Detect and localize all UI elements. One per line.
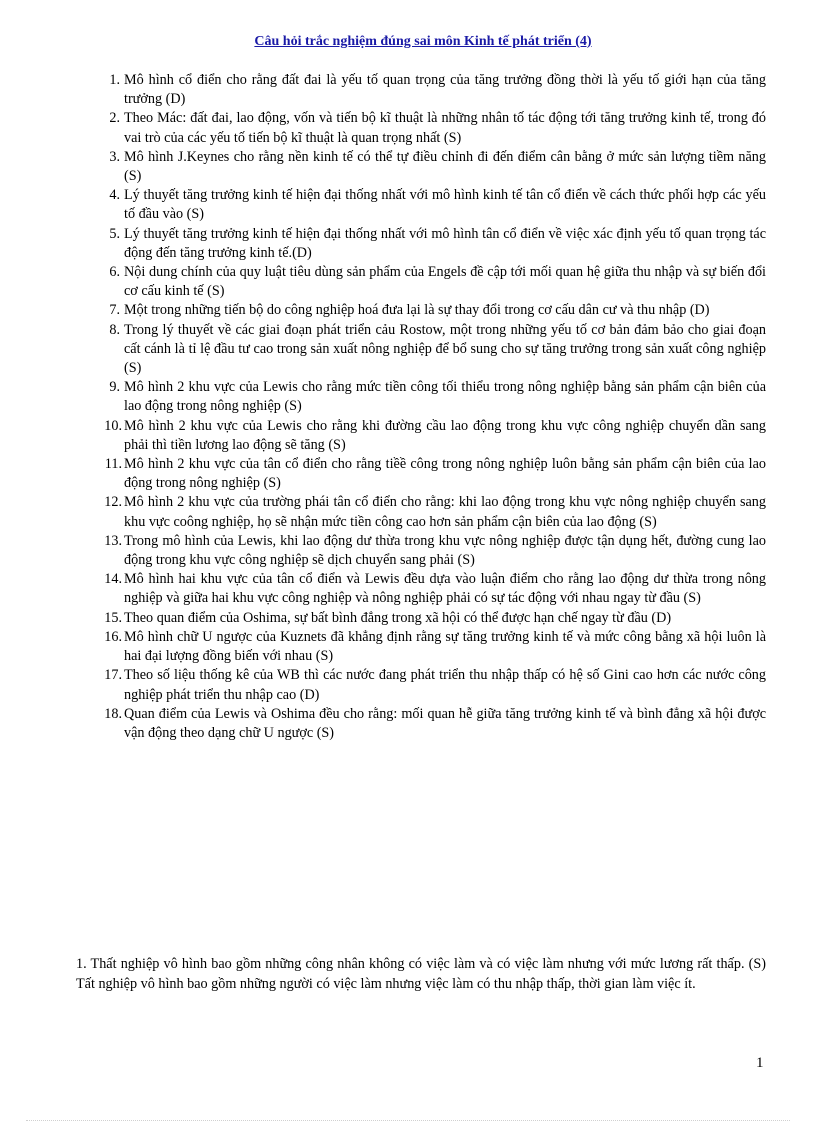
list-item bbox=[109, 321, 766, 379]
item-number: 6. bbox=[109, 264, 120, 281]
item-number: 7. bbox=[109, 302, 120, 319]
page-number: 1 bbox=[756, 1055, 764, 1071]
document-title: Câu hỏi trắc nghiệm đúng sai môn Kinh tế phát triển (4) bbox=[254, 34, 592, 49]
item-number: 2. bbox=[109, 110, 120, 127]
item-number: 17. bbox=[104, 667, 122, 684]
item-text: Nội dung chính của quy luật tiêu dùng sản phẩm của Engels đề cập tới mối quan hệ giữa thu nhập và sự biến đổi cơ cấu kinh tế (S) bbox=[124, 264, 766, 300]
item-number: 10. bbox=[104, 417, 122, 434]
item-text: Mô hình hai khu vực của tân cổ điển và Lewis đều dựa vào luận điểm cho rằng lao động dư thừa trong nông nghiệp và giữa hai khu vực công nghiệp và nông nghiệp phải có sự tác động với nhau ngay từ đầu (S) bbox=[124, 571, 766, 607]
item-text: Lý thuyết tăng trưởng kinh tế hiện đại thống nhất với mô hình kinh tế tân cổ điển về cách thức phối hợp các yếu tố đầu vào (S) bbox=[124, 187, 766, 223]
item-text: Mô hình 2 khu vực của Lewis cho rằng mức tiền công tối thiểu trong nông nghiệp bằng sản phẩm cận biên của lao động trong nông nghiệp (S) bbox=[124, 379, 766, 415]
footnote-paragraph: 1. Thất nghiệp vô hình bao gồm những công nhân không có việc làm và có việc làm nhưng với mức lương rất thấp. (S) Tất nghiệp vô hình bao gồm những người có việc làm nhưng việc làm có thu nhập thấp, thời gian làm việc ít. bbox=[76, 956, 766, 992]
item-text: Mô hình chữ U ngược của Kuznets đã khẳng định rằng sự tăng trưởng kinh tế và mức công bằng xã hội luôn là hai đại lượng đồng biến với nhau (S) bbox=[124, 628, 766, 665]
item-number: 12. bbox=[104, 494, 122, 511]
item-text: Một trong những tiến bộ do công nghiệp hoá đưa lại là sự thay đổi trong cơ cấu dân cư và thu nhập (D) bbox=[124, 302, 710, 319]
item-number: 14. bbox=[104, 571, 122, 588]
list-item bbox=[104, 493, 766, 531]
item-number: 5. bbox=[109, 225, 120, 242]
list-item bbox=[104, 455, 766, 493]
list-item bbox=[109, 263, 766, 301]
list-item bbox=[104, 666, 766, 704]
item-text: Lý thuyết tăng trưởng kinh tế hiện đại thống nhất với mô hình tân cổ điển về việc xác định yếu tố quan trọng tác động đến tăng trưởng kinh tế.(D) bbox=[124, 225, 766, 261]
question-list bbox=[104, 71, 766, 743]
list-item bbox=[104, 705, 766, 743]
list-item bbox=[104, 417, 766, 455]
item-number: 18. bbox=[104, 705, 122, 722]
item-text: Mô hình 2 khu vực của tân cổ điển cho rằng tiềề công trong nông nghiệp luôn bằng sản phẩm cận biên của lao động trong nông nghiệp (S) bbox=[124, 456, 766, 492]
item-text: Mô hình 2 khu vực của Lewis cho rằng khi đường cầu lao động trong khu vực công nghiệp chuyển dần sang phải thì tiền lương lao động sẽ tăng (S) bbox=[124, 417, 766, 453]
item-text: Trong mô hình của Lewis, khi lao động dư thừa trong khu vực nông nghiệp được tận dụng hết, đường cung lao động trong khu vực công nghiệp sẽ dịch chuyển sang phải (S) bbox=[124, 532, 766, 569]
item-number: 15. bbox=[104, 609, 122, 626]
item-number: 1. bbox=[109, 72, 120, 88]
item-text: Mô hình 2 khu vực của trường phái tân cổ điển cho rằng: khi lao động trong khu vực nông nghiệp chuyển sang khu vực coông nghiệp, họ sẽ nhận mức tiền công cao hơn sản phẩm cận biên của lao động (S) bbox=[124, 494, 766, 530]
page-edge-divider bbox=[26, 1120, 790, 1121]
list-item bbox=[109, 148, 766, 186]
item-number: 13. bbox=[104, 532, 122, 549]
item-text: Quan điểm của Lewis và Oshima đều cho rằng: mối quan hễ giữa tăng trưởng kinh tế và bình đẳng xã hội được vận động theo dạng chữ U ngược (S) bbox=[124, 705, 766, 741]
item-number: 3. bbox=[109, 148, 120, 165]
item-text: Theo quan điểm của Oshima, sự bất bình đẳng trong xã hội có thể được hạn chế ngay từ đầu (D) bbox=[124, 609, 672, 626]
list-item bbox=[109, 109, 766, 147]
item-text: Mô hình J.Keynes cho rằng nền kinh tế có thể tự điều chỉnh đi đến điểm cân bằng ở mức sản lượng tiềm năng (S) bbox=[124, 148, 766, 185]
item-text: Mô hình cổ điển cho rằng đất đai là yếu tố quan trọng của tăng trưởng đồng thời là yếu tố giới hạn của tăng trưởng (D) bbox=[124, 72, 766, 108]
list-item bbox=[104, 628, 766, 666]
item-text: Trong lý thuyết về các giai đoạn phát triển cảu Rostow, một trong những yếu tố cơ bản đảm bảo cho giai đoạn cất cánh là tỉ lệ đầu tư cao trong sản xuất nông nghiệp để bổ sung cho sự tăng trưởng trong sản xuất công nghiệp (S) bbox=[124, 321, 766, 377]
item-number: 4. bbox=[109, 187, 120, 204]
item-number: 9. bbox=[109, 379, 120, 396]
item-number: 11. bbox=[104, 456, 122, 473]
list-item bbox=[109, 378, 766, 416]
item-number: 8. bbox=[109, 321, 120, 338]
list-item bbox=[109, 301, 766, 320]
item-text: Theo số liệu thống kê của WB thì các nước đang phát triển thu nhập thấp có hệ số Gini cao hơn các nước công nghiệp phát triển thu nhập cao (D) bbox=[124, 667, 766, 703]
item-number: 16. bbox=[104, 628, 122, 645]
list-item bbox=[109, 71, 766, 109]
list-item bbox=[109, 225, 766, 263]
list-item bbox=[104, 609, 766, 628]
item-text: Theo Mác: đất đai, lao động, vốn và tiến bộ kĩ thuật là những nhân tố tác động tới tăng trưởng kinh tế, trong đó vai trò của các yếu tố tiến bộ kĩ thuật là quan trọng nhất (S) bbox=[124, 110, 766, 146]
list-item bbox=[109, 186, 766, 224]
list-item bbox=[104, 570, 766, 608]
list-item bbox=[104, 532, 766, 570]
